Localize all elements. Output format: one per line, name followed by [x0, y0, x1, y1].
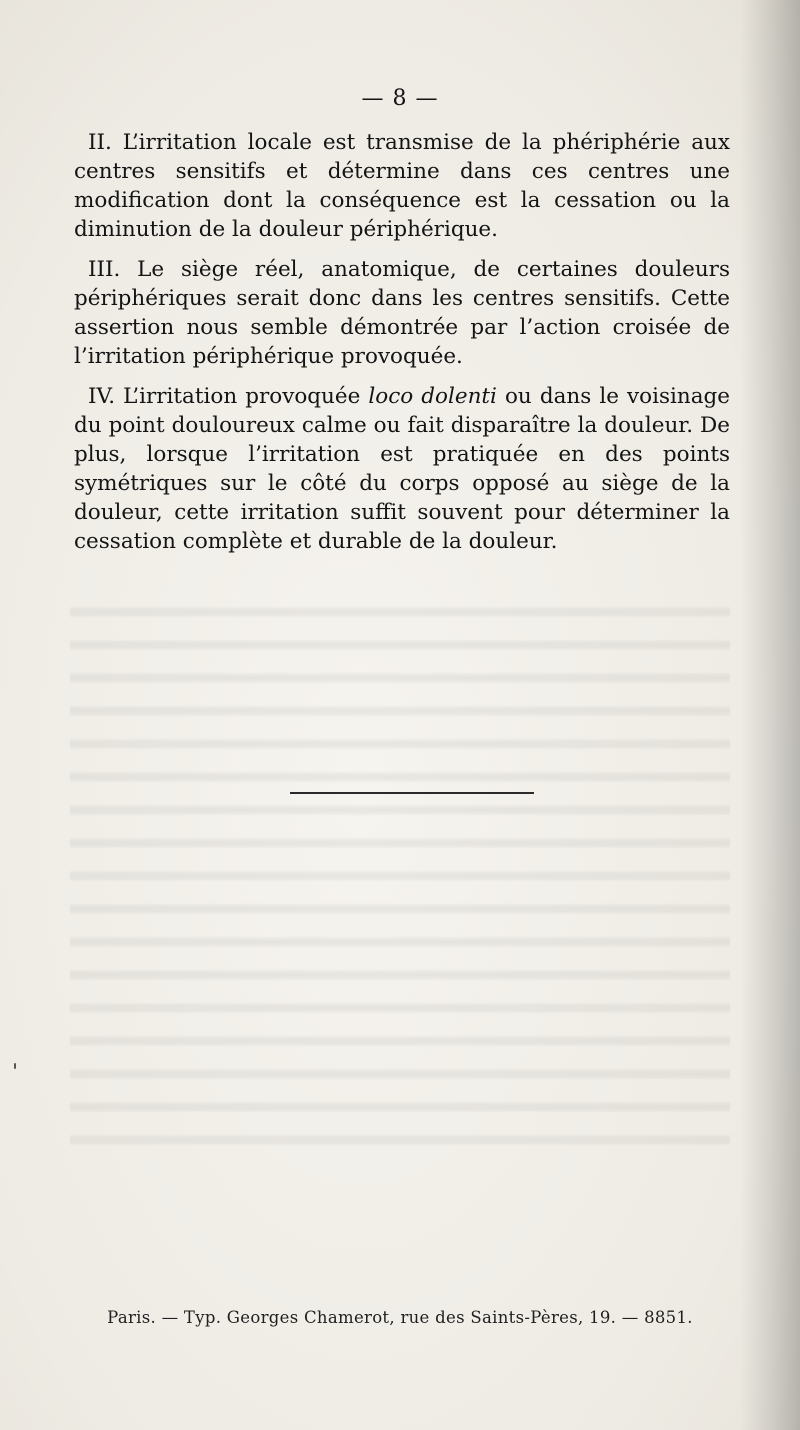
paragraph-III — [74, 255, 730, 371]
paper-speck — [14, 1063, 16, 1069]
printer-imprint: Paris. — Typ. Georges Chamerot, rue des Saints-Pères, 19. — 8851. — [107, 1308, 693, 1327]
paragraph-text: III. Le siège réel, anatomique, de certaines douleurs périphériques serait donc dans les centres sensitifs. Cette assertion nous semble démontrée par l’action croisée de l’irritation périphérique provoquée. — [74, 257, 730, 369]
body-text — [74, 128, 730, 567]
paragraph-IV — [74, 382, 730, 556]
page-number: — 8 — — [361, 86, 439, 111]
paragraph-II — [74, 128, 730, 244]
paragraph-text: ou dans le voisinage du point douloureux calme ou fait disparaître la douleur. De plus, lorsque l’irritation est pratiquée en des points symétriques sur le côté du corps opposé au siège de la douleur, cette irritation suffit souvent pour déterminer la cessation complète et durable de la douleur. — [74, 384, 731, 554]
paragraph-text: II. L’irritation locale est transmise de la phériphérie aux centres sensitifs et détermine dans ces centres une modification dont la conséquence est la cessation ou la diminution de la douleur périphérique. — [74, 130, 730, 242]
paragraph-text: IV. L’irritation provoquée — [88, 384, 369, 409]
italic-phrase: loco dolenti — [368, 384, 497, 409]
section-divider — [290, 792, 534, 794]
show-through-texture — [70, 590, 730, 1150]
